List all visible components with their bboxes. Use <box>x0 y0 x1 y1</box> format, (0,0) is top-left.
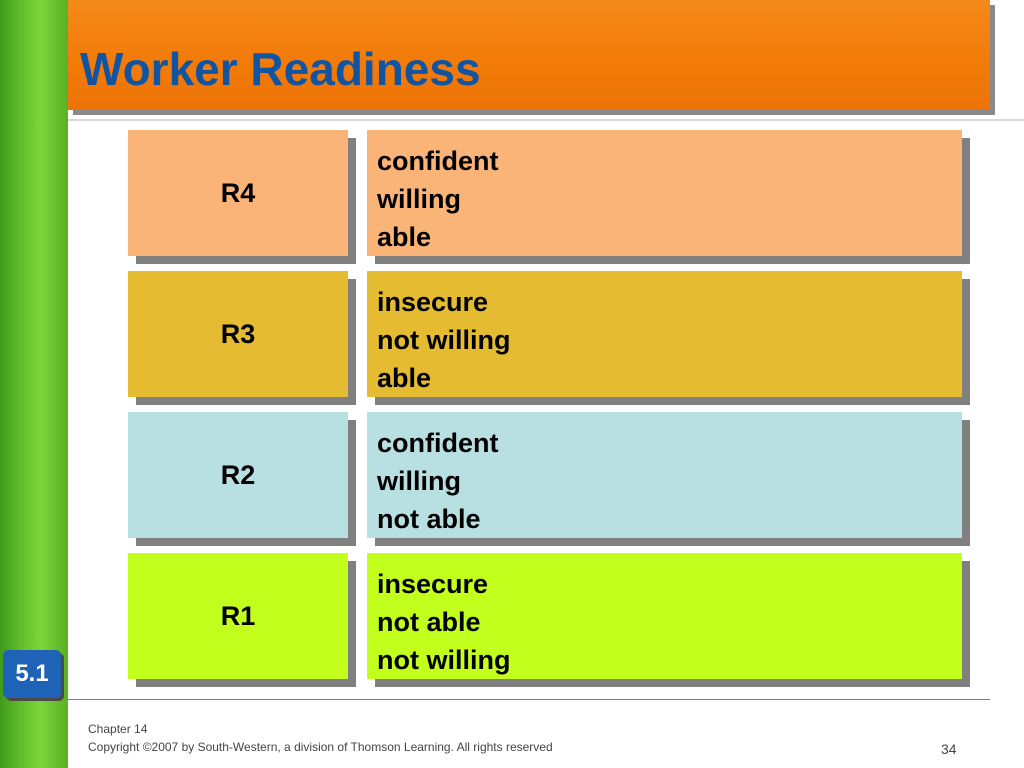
description-line: not able <box>377 607 481 637</box>
description-line: insecure <box>377 569 489 599</box>
footer-copyright: Copyright ©2007 by South-Western, a division of Thomson Learning. All rights reserved <box>88 740 553 754</box>
description-line: not able <box>377 504 481 534</box>
readiness-description-r1 <box>367 553 962 679</box>
readiness-label-text: R1 <box>220 600 256 631</box>
section-badge: 5.1 <box>3 650 61 698</box>
readiness-description-r3 <box>367 271 962 397</box>
footer-divider <box>68 699 990 700</box>
description-line: confident <box>377 428 499 458</box>
readiness-label-r2 <box>128 412 348 538</box>
description-line: confident <box>377 146 499 176</box>
page-number: 34 <box>941 741 957 757</box>
readiness-label-text: R4 <box>220 177 256 208</box>
description-line: able <box>377 363 432 393</box>
readiness-label-text: R3 <box>220 318 256 349</box>
description-line: willing <box>377 466 461 496</box>
readiness-label-r4 <box>128 130 348 256</box>
footer-chapter: Chapter 14 <box>88 722 148 736</box>
description-line: not willing <box>377 325 511 355</box>
readiness-description-r4 <box>367 130 962 256</box>
description-line: not willing <box>377 645 511 675</box>
title-divider <box>68 119 1024 121</box>
readiness-label-r3 <box>128 271 348 397</box>
readiness-label-text: R2 <box>220 459 256 490</box>
readiness-description-r2 <box>367 412 962 538</box>
slide-title: Worker Readiness <box>80 43 481 95</box>
description-line: willing <box>377 184 461 214</box>
description-line: able <box>377 222 432 252</box>
description-line: insecure <box>377 287 489 317</box>
readiness-label-r1 <box>128 553 348 679</box>
